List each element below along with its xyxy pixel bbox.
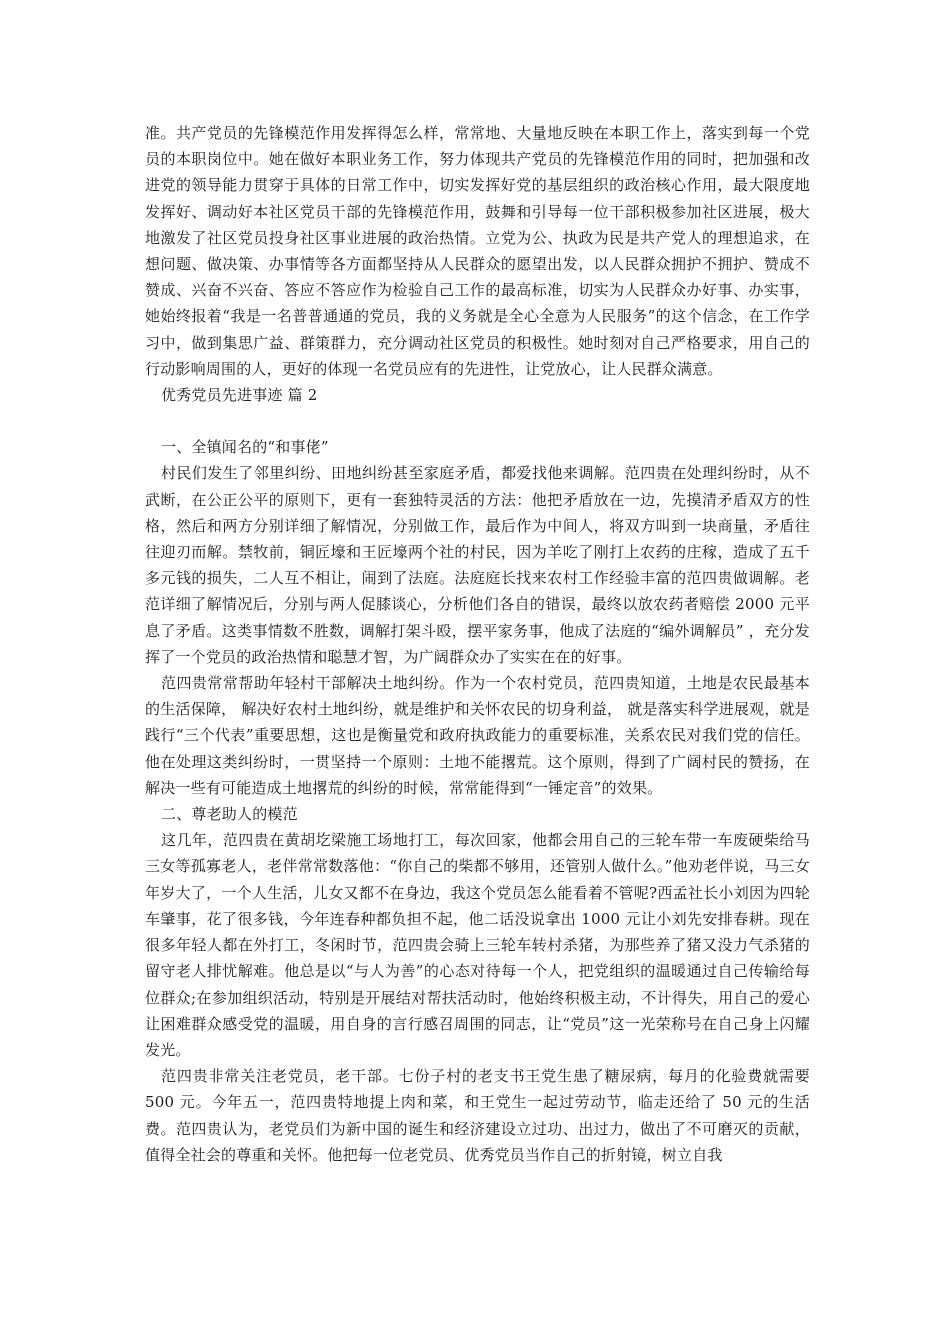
blank-line [145,408,810,434]
section-heading-1: 一、全镇闻名的“和事佬” [161,438,329,457]
article-title: 优秀党员先进事迹 篇 2 [161,386,318,405]
paragraph-land-disputes: 范四贵常常帮助年轻村干部解决土地纠纷。作为一个农村党员，范四贵知道，土地是农民最基本的生活保障， 解决好农村土地纠纷，就是维护和关怀农民的切身利益， 就是落实科学进展观，就是践行“三个代表”重要思想，这也是衡量党和政府执政能力的重要标准，关系农民对我们党的信任。他在处理这类纠纷时，一贯坚持一个原则：土地不能撂荒。这个原则，得到了广阔村民的赞扬，在解决一些有可能造成土地撂荒的纠纷的时候，常常能得到“一锤定音”的效果。 [145,674,810,797]
paragraph-intro-continuation: 准。共产党员的先锋模范作用发挥得怎么样，常常地、大量地反映在本职工作上，落实到每一个党员的本职岗位中。她在做好本职业务工作，努力体现共产党员的先锋模范作用的同时，把加强和改进党的领导能力贯穿于具体的日常工作中，切实发挥好党的基层组织的政治核心作用，最大限度地发挥好、调动好本社区党员干部的先锋模范作用，鼓舞和引导每一位干部积极参加社区进展，极大地激发了社区党员投身社区事业进展的政治热情。立党为公、执政为民是共产党人的理想追求，在想问题、做决策、办事情等各方面都坚持从人民群众的愿望出发，以人民群众拥护不拥护、赞成不赞成、兴奋不兴奋、答应不答应作为检验自己工作的最高标准，切实为人民群众办好事、办实事，她始终报着“我是一名普普通通的党员，我的义务就是全心全意为人民服务”的这个信念，在工作学习中，做到集思广益、群策群力，充分调动社区党员的积极性。她时刻对自己严格要求，用自己的行动影响周围的人，更好的体现一名党员应有的先进性，让党放心，让人民群众满意。 [145,124,810,378]
paragraph-mediation: 村民们发生了邻里纠纷、田地纠纷甚至家庭矛盾，都爱找他来调解。范四贵在处理纠纷时，从不武断，在公正公平的原则下，更有一套独特灵活的方法：他把矛盾放在一边，先摸清矛盾双方的性格，然后和两方分别详细了解情况，分别做工作，最后作为中间人，将双方叫到一块商量，矛盾往往迎刃而解。禁牧前，铜匠壕和王匠壕两个社的村民，因为羊吃了刚打上农药的庄稼，造成了五千多元钱的损失，二人互不相让，闹到了法庭。法庭庭长找来农村工作经验丰富的范四贵做调解。老范详细了解情况后，分别与两人促膝谈心，分析他们各自的错误，最终以放农药者赔偿 2000 元平息了矛盾。这类事情数不胜数，调解打架斗殴，摆平家务事，他成了法庭的“编外调解员” ，充分发挥了一个党员的政治热情和聪慧才智，为广阔群众办了实实在在的好事。 [145,464,810,666]
paragraph-helping-elderly: 这几年，范四贵在黄胡圪梁施工场地打工，每次回家，他都会用自己的三轮车带一车废硬柴给马三女等孤寡老人，老伴常常数落他：“你自己的柴都不够用，还管别人做什么。”他劝老伴说，马三女年岁大了，一个人生活，儿女又都不在身边，我这个党员怎么能看着不管呢?西孟社长小刘因为四轮车肇事，花了很多钱，今年连春种都负担不起，他二话没说拿出 1000 元让小刘先安排春耕。现在很多年轻人都在外打工，冬闲时节，范四贵会骑上三轮车转村杀猪，为那些养了猪又没力气杀猪的留守老人排忧解难。他总是以“与人为善”的心态对待每一个人，把党组织的温暖通过自己传输给每位群众;在参加组织活动，特别是开展结对帮扶活动时，他始终积极主动，不计得失，用自己的爱心让困难群众感受党的温暖，用自身的言行感召周围的同志，让“党员”这一光荣称号在自己身上闪耀发光。 [145,831,810,1059]
section-heading-2: 二、尊老助人的模范 [161,805,298,824]
paragraph-old-party-members: 范四贵非常关注老党员，老干部。七份子村的老支书王党生患了糖尿病，每月的化验费就需要 500 元。今年五一，范四贵特地提上肉和菜，和王党生一起过劳动节，临走还给了 50 元的生活费。范四贵认为，老党员们为新中国的诞生和经济建设立过功、出过力，做出了不可磨灭的贡献，值得全社会的尊重和关怀。他把每一位老党员、优秀党员当作自己的折射镜，树立自我 [145,1067,810,1164]
document-body [145,120,810,1168]
